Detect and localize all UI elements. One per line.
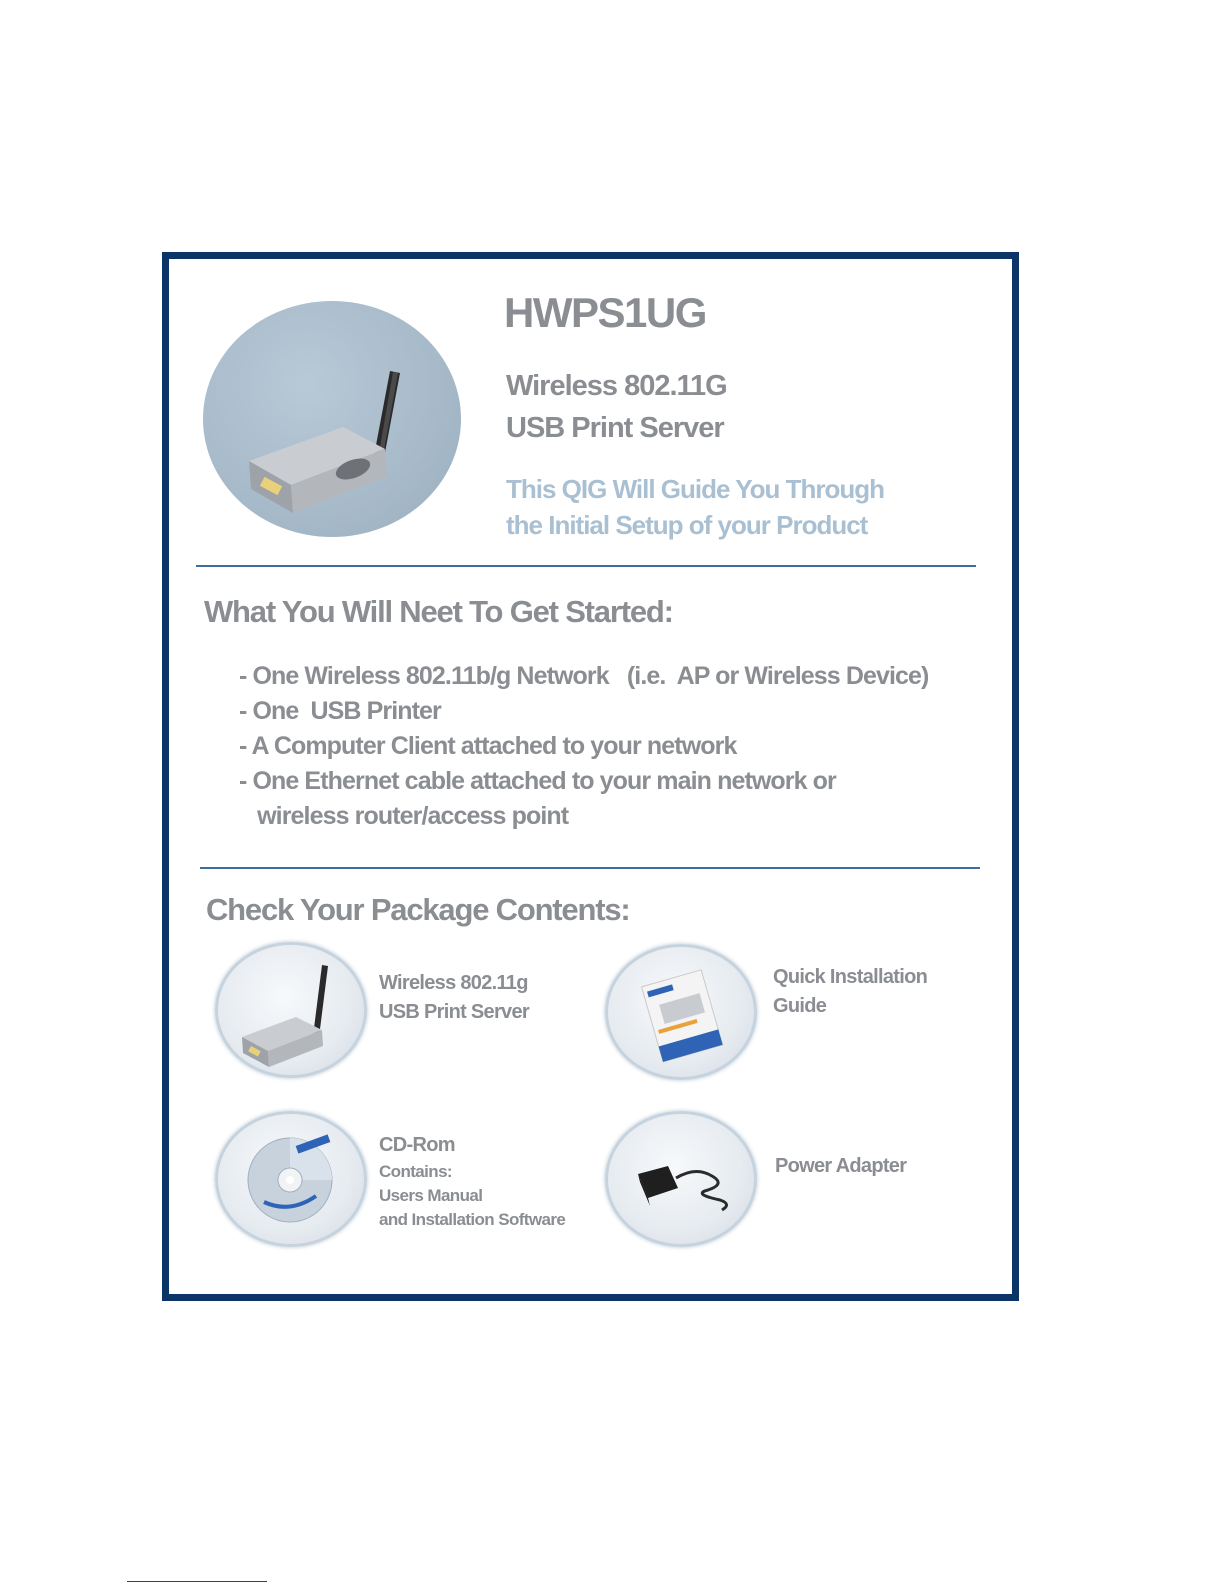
- package-item-title: Guide: [773, 995, 827, 1017]
- package-item-title: Power Adapter: [775, 1155, 907, 1177]
- booklet-icon: [608, 947, 754, 1077]
- power-adapter-icon: [608, 1114, 754, 1244]
- package-heading: Check Your Package Contents:: [206, 892, 630, 927]
- package-item-cd-photo: [215, 1111, 367, 1247]
- requirements-heading: What You Will Neet To Get Started:: [204, 594, 673, 629]
- requirement-item: - A Computer Client attached to your network: [239, 732, 737, 760]
- package-item-title: Wireless 802.11g: [379, 972, 528, 994]
- requirement-item: - One Ethernet cable attached to your main network or: [239, 767, 836, 795]
- divider-middle: [200, 867, 980, 869]
- package-item-title: USB Print Server: [379, 1001, 529, 1023]
- print-server-icon: [203, 301, 461, 537]
- requirements-list: [239, 659, 928, 834]
- tagline-line-1: This QIG Will Guide You Through: [506, 474, 885, 504]
- package-item-print-server-photo: [215, 942, 367, 1078]
- package-item-detail: Contains:: [379, 1162, 452, 1181]
- package-item-guide-photo: [605, 944, 757, 1080]
- qig-frame: [162, 252, 1019, 1301]
- package-item-adapter-label: [775, 1152, 906, 1181]
- package-item-cd-label: [379, 1131, 565, 1232]
- requirement-item: - One USB Printer: [239, 697, 441, 725]
- print-server-photo: [203, 301, 461, 537]
- requirement-item: wireless router/access point: [239, 802, 569, 830]
- tagline-line-2: the Initial Setup of your Product: [506, 510, 868, 540]
- package-item-detail: Users Manual: [379, 1186, 483, 1205]
- requirement-item: - One Wireless 802.11b/g Network (i.e. AP or Wireless Device): [239, 662, 929, 690]
- package-item-adapter-photo: [605, 1111, 757, 1247]
- footer-underline: [127, 1581, 267, 1582]
- cd-icon: [218, 1114, 364, 1244]
- package-item-detail: and Installation Software: [379, 1210, 566, 1229]
- guide-tagline: [506, 471, 884, 543]
- model-number: HWPS1UG: [504, 289, 706, 336]
- print-server-icon: [218, 945, 364, 1075]
- package-item-title: Quick Installation: [773, 966, 928, 988]
- product-subtitle: [506, 365, 727, 449]
- package-item-title: CD-Rom: [379, 1134, 455, 1156]
- divider-top: [196, 565, 976, 567]
- package-item-print-server-label: [379, 969, 529, 1027]
- package-item-guide-label: [773, 963, 927, 1021]
- subtitle-line-1: Wireless 802.11G: [506, 370, 727, 402]
- subtitle-line-2: USB Print Server: [506, 412, 724, 444]
